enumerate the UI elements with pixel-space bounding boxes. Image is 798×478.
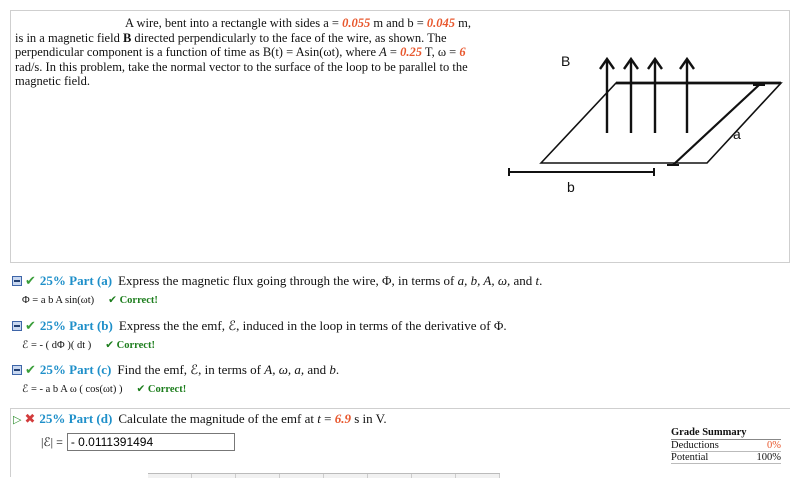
x-mark-icon: ✖ [24, 411, 36, 427]
problem-line-4: rad/s. In this problem, take the normal vector to the surface of the loop to be parallel to the [15, 59, 468, 74]
part-a-header [10, 271, 790, 291]
keypad-key[interactable] [456, 474, 500, 478]
grade-summary [671, 427, 781, 464]
correct-badge: ✔ Correct! [108, 294, 158, 306]
check-icon: ✔ [25, 273, 36, 289]
emf-answer-input[interactable] [67, 433, 235, 451]
omega-value: 6 [459, 45, 466, 60]
part-d-question: Calculate the magnitude of the emf at t = 6.9 s in V. [118, 411, 387, 426]
part-a-question: Express the magnetic flux going through the wire, Φ, in terms of a, b, A, ω, and t. [118, 273, 543, 288]
loop-rectangle [541, 83, 781, 163]
part-a-label[interactable]: 25% Part (a) [39, 273, 113, 288]
emf-answer-row [41, 433, 235, 451]
check-icon: ✔ [105, 339, 115, 351]
potential-row: Potential 100% [671, 452, 781, 463]
A-value: 0.25 [400, 45, 422, 60]
correct-badge: ✔ Correct! [136, 383, 187, 395]
part-c [10, 360, 790, 398]
part-b [10, 316, 790, 354]
label-B: B [561, 53, 571, 69]
part-a-answer-row [10, 291, 790, 309]
emf-input-label: |ℰ| = [41, 434, 63, 449]
correct-badge: ✔ Correct! [105, 339, 155, 351]
check-icon: ✔ [136, 383, 146, 395]
collapse-toggle-icon[interactable] [12, 321, 22, 331]
deductions-row: Deductions 0% [671, 440, 781, 451]
part-b-answer-row [10, 336, 790, 354]
keypad-key[interactable] [368, 474, 412, 478]
keypad-key[interactable] [324, 474, 368, 478]
part-b-question: Express the the emf, ℰ, induced in the loop in terms of the derivative of Φ. [118, 318, 507, 333]
collapse-toggle-icon[interactable] [12, 365, 22, 375]
label-a: a [733, 126, 741, 142]
check-icon: ✔ [25, 318, 36, 334]
problem-line-2: is in a magnetic field B directed perpendicularly to the face of the wire, as shown. The [15, 30, 447, 45]
keypad-key[interactable] [236, 474, 280, 478]
part-b-label[interactable]: 25% Part (b) [39, 318, 113, 333]
part-d-label[interactable]: 25% Part (d) [39, 411, 113, 426]
problem-line-1: A wire, bent into a rectangle with sides a = 0.055 m and b = 0.045 m, [125, 16, 471, 30]
problem-line-3: perpendicular component is a function of time as B(t) = Asin(ωt), where A = 0.25 T, ω = 6 [15, 45, 466, 60]
problem-text [15, 16, 485, 89]
potential-value: 100% [756, 452, 781, 463]
part-b-answer: ℰ = - ( dΦ )( dt ) [22, 340, 92, 351]
deductions-value: 0% [767, 440, 781, 451]
part-d [10, 408, 790, 477]
b-value: 0.045 [426, 16, 456, 30]
keypad-key[interactable] [148, 474, 192, 478]
problem-line-5: magnetic field. [15, 74, 90, 89]
check-icon: ✔ [25, 362, 36, 378]
grade-summary-title: Grade Summary [671, 427, 781, 440]
part-a [10, 271, 790, 309]
part-c-answer: ℰ = - a b A ω ( cos(ωt) ) [22, 384, 123, 395]
part-c-header [10, 360, 790, 380]
a-value: 0.055 [342, 16, 371, 30]
keypad-key[interactable] [280, 474, 324, 478]
part-c-label[interactable]: 25% Part (c) [39, 362, 112, 377]
t-value: 6.9 [334, 411, 351, 426]
label-b: b [567, 179, 575, 195]
part-c-answer-row [10, 380, 790, 398]
collapse-toggle-icon[interactable] [12, 276, 22, 286]
play-icon[interactable]: ▷ [13, 412, 22, 426]
part-d-header [11, 409, 790, 429]
loop-diagram [489, 41, 789, 201]
field-arrows [600, 59, 694, 133]
part-a-answer: Φ = a b A sin(ωt) [22, 294, 95, 306]
part-c-question: Find the emf, ℰ, in terms of A, ω, a, and b. [117, 362, 340, 377]
keypad-key[interactable] [412, 474, 456, 478]
part-b-header [10, 316, 790, 336]
keypad-strip [148, 473, 500, 478]
check-icon: ✔ [108, 294, 117, 306]
problem-statement-panel [10, 10, 790, 263]
keypad-key[interactable] [192, 474, 236, 478]
